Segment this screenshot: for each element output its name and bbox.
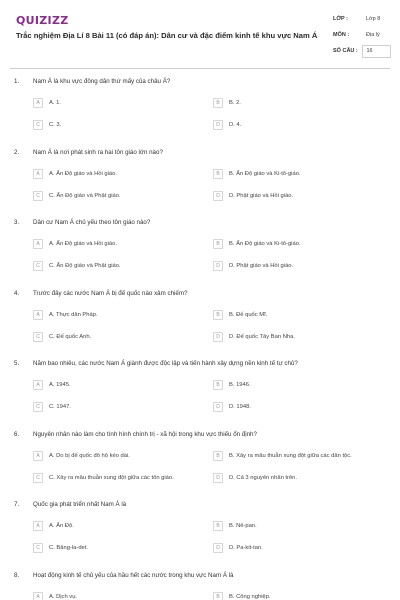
option-a-checkbox[interactable]: A [33,521,43,531]
option-b[interactable] [213,521,257,531]
option-a-text: A. Thực dân Pháp. [49,311,98,318]
question-4 [0,290,400,361]
option-a[interactable] [33,310,98,320]
option-c[interactable] [33,191,121,201]
option-a-checkbox[interactable]: A [33,310,43,320]
option-d[interactable] [213,120,241,130]
question-text: Hoạt động kinh tế chủ yếu của hầu hết các nước trong khu vực Nam Á là [33,571,234,579]
meta-class-row [333,11,391,27]
option-d[interactable] [213,261,293,271]
meta-count-value: 16 [362,45,391,58]
option-c-text: C. Xảy ra mâu thuẫn xung đột giữa các tôn giáo. [49,474,174,481]
option-b-checkbox[interactable]: B [213,239,223,249]
question-text: Dân cư Nam Á chủ yếu theo tôn giáo nào? [33,219,151,226]
question-number: 6. [14,430,20,438]
option-b-checkbox[interactable]: B [213,521,223,531]
option-b-text: B. Công nghiệp. [229,593,271,600]
option-c-checkbox[interactable]: C [33,543,43,553]
question-1 [0,78,400,149]
option-a-text: A. Ấn Độ giáo và Hồi giáo. [49,170,117,177]
option-d[interactable] [213,332,295,342]
option-d[interactable] [213,402,251,412]
option-a-checkbox[interactable]: A [33,98,43,108]
option-c-checkbox[interactable]: C [33,332,43,342]
question-number: 5. [14,360,20,367]
option-d-checkbox[interactable]: D [213,543,223,553]
option-d-text: D. Phật giáo và Hồi giáo. [229,192,294,199]
option-a-text: A. Dịch vụ. [49,593,78,600]
option-b-checkbox[interactable]: B [213,592,223,600]
question-number: 8. [14,571,20,579]
option-a[interactable] [33,169,117,179]
option-b-text: B. Xảy ra mâu thuẫn xung đột giữa các dân tộc. [229,452,352,459]
option-b[interactable] [213,380,251,390]
question-number: 4. [14,289,20,297]
option-d-checkbox[interactable]: D [213,120,223,130]
meta-count-label: SỐ CÂU : [333,48,358,54]
option-a[interactable] [33,451,130,461]
option-a-text: A. Ấn Độ. [49,523,74,529]
header-divider [10,68,390,69]
question-8 [0,572,400,600]
question-text: Quốc gia phát triển nhất Nam Á là [33,501,127,508]
question-5 [0,360,400,431]
option-d-text: D. Pa-kit-tan. [229,545,263,551]
option-c-text: C. 3. [49,122,62,128]
option-c-checkbox[interactable]: C [33,473,43,483]
option-b-checkbox[interactable]: B [213,169,223,179]
question-2 [0,149,400,220]
option-a-text: A. 1. [49,100,61,106]
worksheet-meta [333,11,391,59]
option-d[interactable] [213,191,293,201]
option-c[interactable] [33,261,121,271]
option-d-text: D. Đế quốc Tây Ban Nha. [229,333,295,340]
meta-count-row [333,43,391,59]
option-c[interactable] [33,473,174,483]
option-c-text: C. Ấn Độ giáo và Phật giáo. [49,263,121,269]
option-a-checkbox[interactable]: A [33,169,43,179]
option-d-text: D. Cả 3 nguyên nhân trên. [229,474,297,481]
option-c[interactable] [33,120,61,130]
question-6 [0,431,400,502]
option-b[interactable] [213,239,301,249]
option-c-checkbox[interactable]: C [33,402,43,412]
question-list [0,78,400,600]
option-b-checkbox[interactable]: B [213,310,223,320]
option-b[interactable] [213,98,241,108]
option-b-text: B. Ấn Độ giáo và Ki-tô-giáo. [229,170,301,177]
meta-class-label: LỚP : [333,16,348,22]
question-number: 7. [14,501,20,508]
option-b[interactable] [213,451,352,461]
meta-subject-value: Địa lý [366,32,380,38]
meta-subject-label: MÔN : [333,32,350,38]
option-c-text: C. Đế quốc Anh. [49,333,92,340]
option-c[interactable] [33,402,71,412]
option-c[interactable] [33,332,91,342]
option-b-checkbox[interactable]: B [213,380,223,390]
meta-class-value: Lớp 8 [366,16,381,22]
meta-subject-row [333,27,391,43]
option-a-text: A. 1945. [49,382,71,388]
question-text: Trước đây các nước Nam Á bị đế quốc nào xâm chiếm? [33,289,188,297]
option-b-checkbox[interactable]: B [213,451,223,461]
quizizz-logo: QUIZIZZ [16,14,69,27]
option-a[interactable] [33,239,117,249]
option-d-checkbox[interactable]: D [213,402,223,412]
option-b[interactable] [213,169,301,179]
option-b-text: B. Nê-pan. [229,523,257,529]
option-b-checkbox[interactable]: B [213,98,223,108]
option-c-text: C. Băng-la-det. [49,545,88,551]
option-c-text: C. Ấn Độ giáo và Phật giáo. [49,192,121,199]
option-d-checkbox[interactable]: D [213,473,223,483]
option-a-checkbox[interactable]: A [33,592,43,600]
option-a-text: A. Ấn Độ giáo và Hồi giáo. [49,241,117,247]
option-c-checkbox[interactable]: C [33,191,43,201]
question-number: 1. [14,78,20,85]
option-d[interactable] [213,543,263,553]
option-a-text: A. Do bị đế quốc đô hộ kéo dài. [49,452,130,459]
option-a-checkbox[interactable]: A [33,380,43,390]
option-b-text: B. Ấn Độ giáo và Ki-tô-giáo. [229,241,301,247]
option-b[interactable] [213,592,271,600]
question-text: Nguyên nhân nào làm cho tình hình chính trị - xã hội trong khu vực thiếu ổn định? [33,430,257,438]
option-c-checkbox[interactable]: C [33,261,43,271]
question-text: Năm bao nhiêu, các nước Nam Á giành được độc lập và tiến hành xây dựng nền kinh tế tự chủ? [33,360,298,367]
option-d-checkbox[interactable]: D [213,332,223,342]
option-c-checkbox[interactable]: C [33,120,43,130]
option-a[interactable] [33,380,71,390]
option-a[interactable] [33,98,61,108]
option-b-text: B. 1946. [229,382,251,388]
worksheet-title: Trắc nghiệm Địa Lí 8 Bài 11 (có đáp án): Dân cư và đặc điểm kinh tế khu vực Nam Á [16,31,318,40]
question-7 [0,501,400,572]
option-a-checkbox[interactable]: A [33,451,43,461]
option-d-text: D. Phật giáo và Hồi giáo. [229,263,294,269]
question-3 [0,219,400,290]
option-b[interactable] [213,310,267,320]
option-a-checkbox[interactable]: A [33,239,43,249]
option-c[interactable] [33,543,88,553]
option-c-text: C. 1947. [49,404,71,410]
option-d-checkbox[interactable]: D [213,261,223,271]
option-d-checkbox[interactable]: D [213,191,223,201]
option-d-text: D. 4. [229,122,242,128]
option-d-text: D. 1948. [229,404,251,410]
question-number: 3. [14,219,20,226]
question-number: 2. [14,148,20,156]
option-a[interactable] [33,592,77,600]
option-a[interactable] [33,521,74,531]
option-b-text: B. Đế quốc Mĩ. [229,311,268,318]
option-b-text: B. 2. [229,100,241,106]
question-text: Nam Á là khu vực đông dân thứ mấy của châu Á? [33,78,171,85]
question-text: Nam Á là nơi phát sinh ra hai tôn giáo lớn nào? [33,148,163,156]
option-d[interactable] [213,473,297,483]
